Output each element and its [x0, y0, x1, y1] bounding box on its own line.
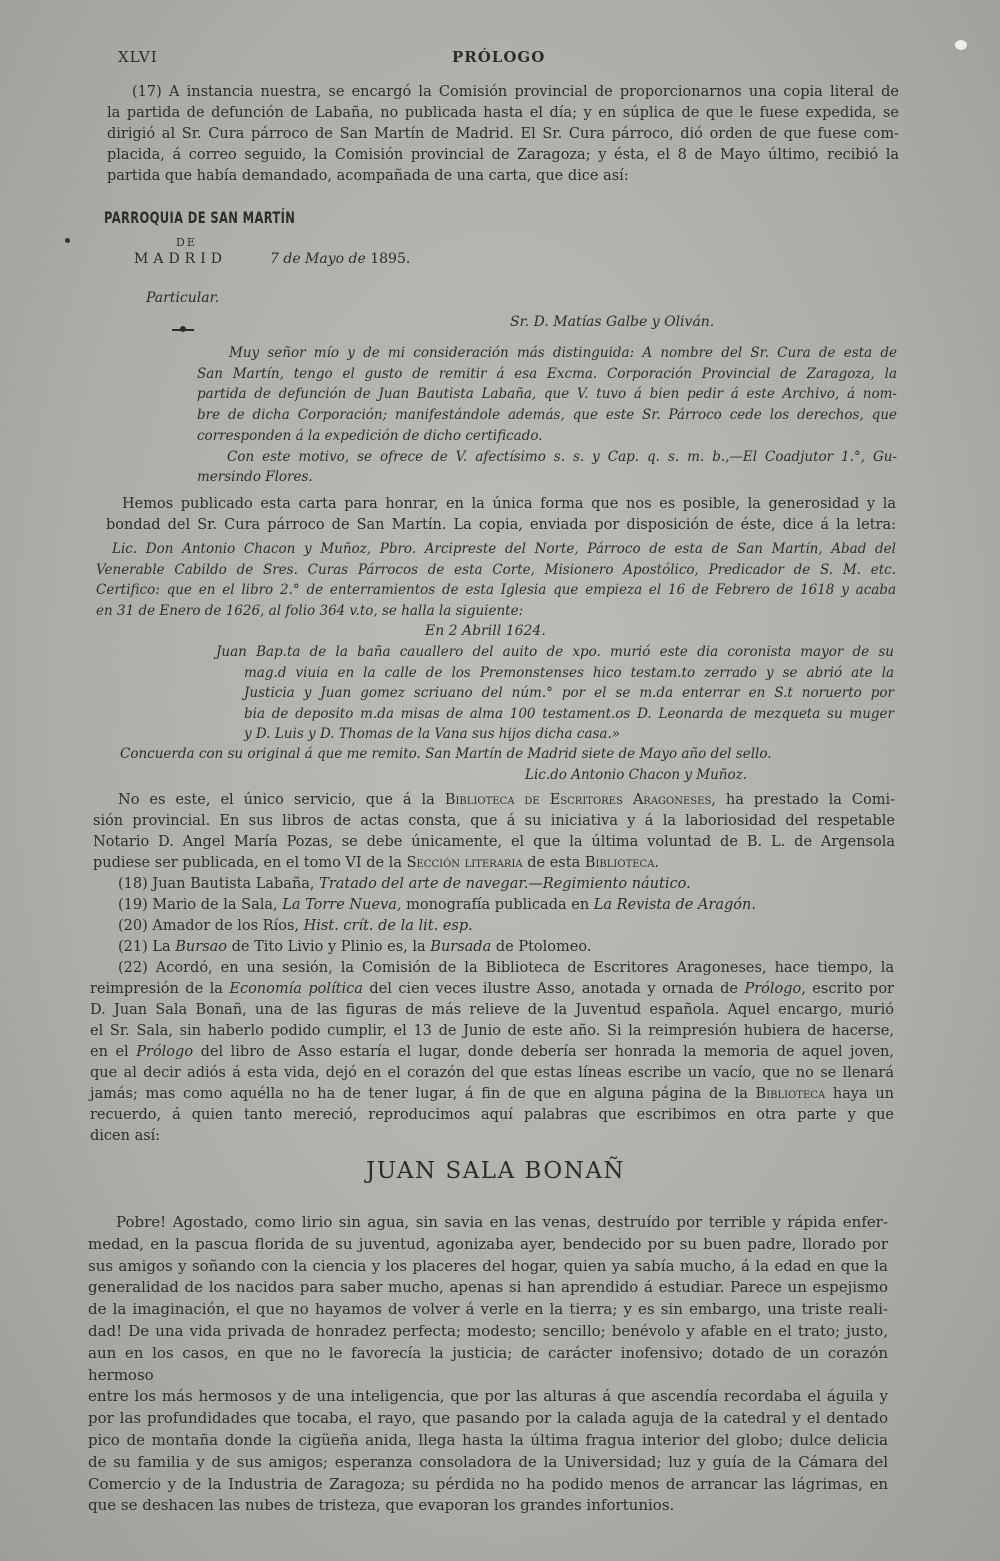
text-line: placida, á correo seguido, la Comisión provincial de Zaragoza; y ésta, el 8 de Mayo último, recibió la [107, 147, 899, 163]
text-line: sus amigos y soñando con la ciencia y los placeres del hogar, quien ya sabía mucho, á la edad en que la [88, 1256, 888, 1275]
letter-line: corresponden á la expedición de dicho certificado. [197, 427, 543, 444]
text-line: por las profundidades que tocaba, el rayo, que pasando por la calada aguja de la catedral y el dentado [88, 1409, 888, 1428]
cert-line: Venerable Cabildo de Sres. Curas Párrocos de esta Corte, Misionero Apostólico, Predicador de S. M. etc. [96, 561, 896, 578]
entry-line: y D. Luis y D. Thomas de la Vana sus hijos dicha casa.» [244, 726, 621, 742]
letterhead-title: PARROQUIA DE SAN MARTÍN [104, 208, 296, 227]
letter-line: partida de defunción de Juan Bautista Labaña, que V. tuvo á bien pedir á este Archivo, á nom- [197, 386, 897, 403]
text-line: de su familia y de sus amigos; esperanza consoladora de la Universidad; luz y guía de la Cámara del [88, 1452, 888, 1471]
text-line: el Sr. Sala, sin haberlo podido cumplir, el 13 de Junio de este año. Si la reimpresión hubiera de hacerse, [90, 1023, 894, 1039]
certificate-signature: Lic.do Antonio Chacon y Muñoz. [525, 767, 748, 783]
text-line: bondad del Sr. Cura párroco de San Martín. La copia, enviada por disposición de éste, dice á la letra: [106, 517, 896, 533]
text-line: que al decir adiós á esta vida, dejó en el corazón del que estas líneas escribe un vacío, que no se llenará [90, 1065, 894, 1081]
entry-date: En 2 Abrill 1624. [425, 623, 546, 639]
text-line: dicen así: [90, 1128, 161, 1144]
text-line: la partida de defunción de Labaña, no publicada hasta el día; y en súplica de que le fuese expedida, se [107, 105, 899, 121]
cert-line: en 31 de Enero de 1626, al folio 364 v.to, se halla la siguiente: [96, 602, 524, 619]
letter-line: Muy señor mío y de mi consideración más distinguida: A nombre del Sr. Cura de esta de [229, 345, 897, 361]
running-title: PRÓLOGO [452, 48, 546, 66]
text-line: que se deshacen las nubes de tristeza, que evaporan los grandes infortunios. [88, 1496, 675, 1515]
text-line: medad, en la pascua florida de su juventud, agonizaba ayer, bendecido por su buen padre, llorado por [88, 1234, 888, 1253]
note-20: (20) Amador de los Ríos, Hist. crít. de la lit. esp. [118, 918, 473, 934]
certificate-header [96, 539, 896, 621]
entry-line: mag.d viuia en la calle de los Premonstenses hico testam.to zerrado y se abrió ate la [244, 664, 894, 681]
ink-dot [65, 238, 70, 243]
page-number: XLVI [118, 48, 158, 66]
letter-line: mersindo Flores. [197, 469, 313, 486]
date-year: 1895. [370, 251, 411, 267]
text-line: pudiese ser publicada, en el tomo VI de la Sección literaria de esta Biblioteca. [93, 855, 660, 871]
text-line: entre los más hermosos y de una inteligencia, que por las alturas á que ascendía recordaba el águila y [88, 1387, 888, 1406]
entry-line: Justicia y Juan gomez scriuano del núm.° por el se m.da enterrar en S.t noruerto por [244, 685, 894, 701]
notes-list [118, 874, 898, 958]
text-line: pico de montaña donde la cigüeña anida, llega hasta la última fragua interior del globo; dulce delicia [88, 1430, 888, 1449]
paper-spot [955, 40, 967, 50]
note-22 [90, 958, 894, 1147]
letterhead-city: MADRID [134, 251, 227, 267]
letter-line: Con este motivo, se ofrece de V. afectísimo s. s. y Cap. q. s. m. b.,—El Coadjutor 1.°, Gu- [227, 448, 897, 465]
text-line: jamás; mas como aquélla no ha de tener lugar, á fin de que en alguna página de la Biblioteca haya un [90, 1086, 894, 1102]
text-line: dirigió al Sr. Cura párroco de San Martín de Madrid. El Sr. Cura párroco, dió orden de que fuese com- [107, 126, 899, 142]
letter-addressee: Sr. D. Matías Galbe y Oliván. [510, 314, 715, 330]
note-19: (19) Mario de la Sala, La Torre Nueva, monografía publicada en La Revista de Aragón. [118, 897, 756, 913]
date-prefix: 7 de Mayo de [270, 251, 366, 267]
entry-line: bia de deposito m.da misas de alma 100 testament.os D. Leonarda de mezqueta su muger [244, 705, 894, 722]
text-line: Hemos publicado esta carta para honrar, en la única forma que nos es posible, la generosidad y la [122, 496, 896, 512]
text-line: sión provincial. En sus libros de actas consta, que á su iniciativa y á la laboriosidad del respetable [93, 813, 895, 829]
text-line: No es este, el único servicio, que á la Biblioteca de Escritores Aragoneses, ha prestado la Comi- [118, 792, 895, 808]
cert-line: Lic. Don Antonio Chacon y Muñoz, Pbro. Arcipreste del Norte, Párroco de esta de San Martín, Abad del [112, 541, 896, 557]
text-line: D. Juan Sala Bonañ, una de las figuras de más relieve de la Juventud española. Aquel encargo, murió [90, 1002, 894, 1018]
text-line: (22) Acordó, en una sesión, la Comisión de la Biblioteca de Escritores Aragoneses, hace tiempo, la [118, 960, 894, 976]
note-21: (21) La Bursao de Tito Livio y Plinio es, la Bursada de Ptolomeo. [118, 939, 592, 955]
eulogy-paragraph [88, 1212, 888, 1517]
letterhead-de: DE [176, 236, 197, 249]
note-17 [107, 82, 899, 187]
text-line: Notario D. Angel María Pozas, se debe únicamente, el que la última voluntad de B. L. de Argensola [93, 834, 895, 850]
intro-paragraph [106, 494, 896, 536]
particular-label: Particular. [146, 290, 220, 306]
concuerda-line: Concuerda con su original á que me remito. San Martín de Madrid siete de Mayo año del sello. [120, 746, 772, 762]
text-line: (17) A instancia nuestra, se encargó la Comisión provincial de proporcionarnos una copia literal de [132, 84, 899, 100]
entry-line: Juan Bap.ta de la baña cauallero del auito de xpo. murió este dia coronista mayor de su [216, 644, 894, 660]
letter-body [197, 343, 897, 488]
text-line: aun en los casos, en que no le favorecía la justicia; de carácter inofensivo; dotado de un corazón hermoso [88, 1343, 888, 1384]
text-line: dad! De una vida privada de honradez perfecta; modesto; sencillo; benévolo y afable en el trato; justo, [88, 1321, 888, 1340]
letter-date [270, 251, 410, 267]
cert-line: Certifico: que en el libro 2.° de enterramientos de esta Iglesia que empieza el 16 de Febrero de 1618 y acaba [96, 582, 896, 598]
text-line: Pobre! Agostado, como lirio sin agua, sin savia en las venas, destruído por terrible y rápida enfer- [116, 1213, 888, 1231]
letter-line: bre de dicha Corporación; manifestándole además, que este Sr. Párroco cede los derechos, que [197, 407, 897, 424]
note-18: (18) Juan Bautista Labaña, Tratado del arte de navegar.—Regimiento náutico. [118, 876, 691, 892]
text-line: Comercio y de la Industria de Zaragoza; su pérdida no ha podido menos de arrancar las lágrimas, en [88, 1474, 888, 1493]
section-title: JUAN SALA BONAÑ [366, 1158, 626, 1184]
text-line: generalidad de los nacidos para saber mucho, apenas si han aprendido á estudiar. Parece un espejismo [88, 1278, 888, 1297]
text-line: reimpresión de la Economía política del cien veces ilustre Asso, anotada y ornada de Prólogo, escrito por [90, 981, 894, 997]
text-line: recuerdo, á quien tanto mereció, reproducimos aquí palabras que escribimos en otra parte y que [90, 1107, 894, 1123]
burial-entry [216, 642, 894, 745]
text-line: de la imaginación, el que no hayamos de volver á verle en la tierra; y es sin embargo, una triste reali- [88, 1300, 888, 1319]
ornament-dash-icon [172, 318, 194, 337]
text-line: partida que había demandado, acompañada de una carta, que dice así: [107, 168, 629, 184]
text-line: en el Prólogo del libro de Asso estaría el lugar, donde debería ser honrada la memoria de aquel joven, [90, 1044, 894, 1060]
letter-line: San Martín, tengo el gusto de remitir á esa Excma. Corporación Provincial de Zaragoza, la [197, 365, 897, 382]
service-paragraph [93, 790, 895, 874]
